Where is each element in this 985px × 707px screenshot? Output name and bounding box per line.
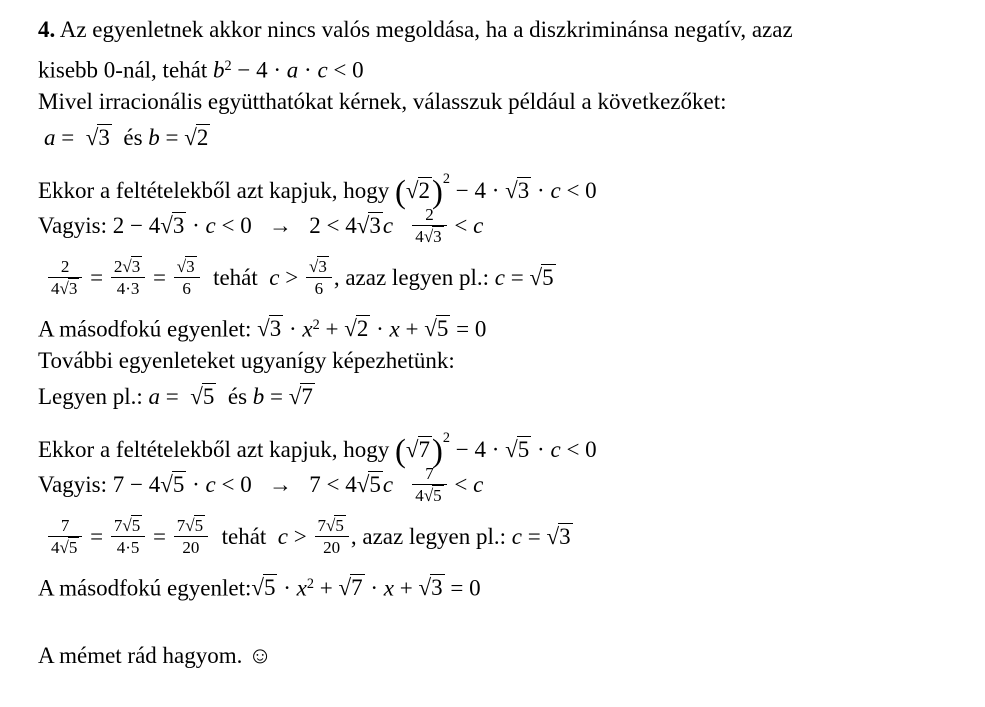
big-parenthesis: ( <box>395 433 406 470</box>
square-root-expression <box>424 227 444 246</box>
bold-text-run: 4. <box>38 17 56 42</box>
radicand: 5 <box>335 515 344 535</box>
text-run: tehát <box>201 265 270 290</box>
radical-sign-icon: √ <box>59 538 69 558</box>
radical-sign-icon: √ <box>338 575 352 601</box>
radical-sign-icon: √ <box>59 279 69 299</box>
math-variable: c <box>550 177 561 203</box>
text-run: − 4 · <box>450 436 506 462</box>
text-run: + <box>314 575 339 601</box>
radical-sign-icon: √ <box>308 256 319 276</box>
text-run: > <box>279 265 304 290</box>
square-root-expression <box>160 213 186 238</box>
text-run: 4·3 <box>116 279 140 299</box>
text-run: = <box>522 524 547 549</box>
solution-intro-line-1 <box>38 12 963 48</box>
text-run: = <box>504 265 530 290</box>
radical-sign-icon: √ <box>326 515 336 535</box>
math-variable: a <box>148 384 160 409</box>
radicand: 7 <box>301 384 313 409</box>
text-run: < 0 <box>560 436 597 462</box>
text-run: 2 <box>113 256 123 276</box>
text-run: 4 <box>51 279 60 299</box>
text-run: = <box>159 125 185 150</box>
radicand: 5 <box>369 472 381 497</box>
text-run: · <box>531 436 551 462</box>
radical-sign-icon: √ <box>405 436 419 462</box>
fraction-numerator <box>315 516 349 538</box>
math-variable: c <box>269 265 280 290</box>
fraction <box>111 257 145 299</box>
radicand: 3 <box>186 256 195 276</box>
square-root-expression <box>424 486 444 505</box>
radicand: 5 <box>172 472 185 497</box>
text-run: és <box>111 125 149 150</box>
text-run: > <box>288 524 313 549</box>
fraction-numerator <box>412 205 446 227</box>
text-run: = <box>160 384 191 409</box>
text-run: − 4 · <box>450 177 506 203</box>
radical-sign-icon: √ <box>423 486 434 506</box>
text-run: < 0 → 7 < 4 <box>215 472 357 497</box>
math-variable: c <box>382 213 394 238</box>
radicand: 3 <box>269 316 282 342</box>
text-run: < <box>448 213 474 238</box>
radical-sign-icon: √ <box>423 227 434 247</box>
text-run: , azaz legyen pl.: <box>333 265 495 290</box>
radicand: 2 <box>356 316 369 342</box>
text-run: · <box>370 316 390 342</box>
square-root-expression <box>289 384 315 409</box>
fraction-denominator <box>48 537 82 558</box>
radicand: 2 <box>196 125 209 150</box>
big-parenthesis: ) <box>432 174 443 211</box>
radicand: 5 <box>194 515 204 535</box>
radicand: 5 <box>202 384 215 409</box>
text-run: 4·5 <box>116 538 140 558</box>
radical-sign-icon: √ <box>288 384 302 409</box>
square-root-expression <box>177 257 197 276</box>
text-run: A másodfokú egyenlet: <box>38 316 258 342</box>
text-run: < <box>448 472 474 497</box>
radicand: 2 <box>418 177 431 203</box>
fraction-numerator <box>412 464 446 486</box>
radical-sign-icon: √ <box>160 213 173 238</box>
text-run: · <box>298 57 318 83</box>
fraction <box>412 464 446 506</box>
radicand: 5 <box>68 538 78 558</box>
radical-sign-icon: √ <box>122 256 132 276</box>
math-variable: c <box>277 524 289 549</box>
text-run: = <box>147 524 172 549</box>
math-variable: c <box>317 57 328 83</box>
choice-ab-line-2 <box>38 379 963 415</box>
radicand: 3 <box>431 575 443 601</box>
text-run: = <box>147 265 172 290</box>
square-root-expression <box>309 257 329 276</box>
text-run: = <box>264 384 289 409</box>
fraction-denominator <box>315 537 349 558</box>
text-run: Vagyis: 7 − 4 <box>38 472 161 497</box>
radicand: 3 <box>172 213 185 238</box>
fraction-denominator <box>306 278 332 299</box>
radicand: 3 <box>433 227 442 247</box>
text-run: 7 <box>425 463 434 483</box>
big-parenthesis: ( <box>395 174 406 211</box>
text-run: 6 <box>314 279 324 299</box>
radicand: 5 <box>263 575 276 601</box>
square-root-expression <box>326 516 346 535</box>
square-root-expression <box>357 472 383 497</box>
square-root-expression <box>505 437 531 462</box>
radicand: 5 <box>542 265 554 290</box>
text-run: kisebb 0-nál, tehát <box>38 57 214 83</box>
radicand: 7 <box>418 436 431 462</box>
fraction <box>315 516 349 558</box>
fraction-denominator <box>174 537 208 558</box>
math-variable: c <box>382 472 394 497</box>
text-run: 4 <box>415 227 424 247</box>
radical-sign-icon: √ <box>529 265 543 290</box>
square-root-expression <box>86 125 112 150</box>
fraction-numerator <box>174 257 200 279</box>
choice-ab-line-1 <box>38 120 963 156</box>
fraction-numerator <box>174 516 208 538</box>
text-run: = <box>55 125 86 150</box>
more-equations-note-line <box>38 343 963 379</box>
radical-sign-icon: √ <box>251 575 264 601</box>
inequality-line-1 <box>38 202 963 249</box>
text-run: + <box>394 575 419 601</box>
fraction <box>48 257 82 299</box>
square-root-expression <box>160 472 186 497</box>
square-root-expression <box>60 538 80 557</box>
condition-line-1 <box>38 156 963 211</box>
text-run <box>393 213 410 238</box>
condition-line-2 <box>38 415 963 470</box>
fraction-numerator <box>111 257 145 279</box>
superscript-exponent: 2 <box>312 317 320 333</box>
square-root-expression <box>406 178 432 203</box>
quadratic-equation-line-2 <box>38 566 963 602</box>
radicand: 3 <box>98 125 110 150</box>
text-run: 4 <box>51 538 60 558</box>
fraction-denominator <box>412 485 446 506</box>
fraction-denominator <box>412 226 446 247</box>
superscript-exponent: 2 <box>442 171 451 187</box>
superscript-exponent: 2 <box>442 430 451 446</box>
fraction <box>111 516 145 558</box>
radical-sign-icon: √ <box>160 472 173 497</box>
radical-sign-icon: √ <box>356 213 370 238</box>
radicand: 5 <box>433 486 442 506</box>
text-run: 4 <box>415 486 424 506</box>
text-run: Legyen pl.: <box>38 384 149 409</box>
math-variable: c <box>205 213 216 238</box>
radical-sign-icon: √ <box>122 515 132 535</box>
square-root-expression <box>338 575 364 600</box>
quadratic-equation-line-1 <box>38 307 963 343</box>
math-variable: b <box>213 57 225 83</box>
text-run: · <box>186 213 206 238</box>
text-run: Ekkor a feltételekből azt kapjuk, hogy <box>38 436 396 462</box>
text-run <box>393 472 410 497</box>
radical-sign-icon: √ <box>405 177 419 203</box>
fraction-numerator <box>306 257 332 279</box>
math-variable: c <box>511 524 523 549</box>
text-run: A mémet rád hagyom. <box>38 643 249 668</box>
text-run: · <box>277 575 297 601</box>
square-root-expression <box>547 524 573 549</box>
square-root-expression <box>529 265 555 290</box>
text-run: + <box>399 316 425 342</box>
fraction-denominator <box>111 278 145 299</box>
radicand: 3 <box>559 524 571 549</box>
text-run: 2 <box>60 256 70 276</box>
fraction <box>174 516 208 558</box>
math-variable: c <box>473 213 484 238</box>
radicand: 3 <box>369 213 381 238</box>
radical-sign-icon: √ <box>257 316 270 342</box>
text-run: = <box>84 524 109 549</box>
fraction-numerator <box>48 516 82 538</box>
math-variable: a <box>286 57 299 83</box>
square-root-expression <box>122 516 142 535</box>
square-root-expression <box>418 575 444 600</box>
math-variable: x <box>383 575 394 601</box>
superscript-exponent: 2 <box>306 576 314 592</box>
radical-sign-icon: √ <box>356 472 370 497</box>
square-root-expression <box>60 279 80 298</box>
text-run: · <box>531 177 551 203</box>
text-run: Vagyis: 2 − 4 <box>38 213 161 238</box>
radicand: 3 <box>68 279 78 299</box>
math-variable: c <box>494 265 505 290</box>
radical-sign-icon: √ <box>176 256 187 276</box>
radicand: 5 <box>131 515 141 535</box>
text-run: További egyenleteket ugyanígy képezhetünk: <box>38 348 455 373</box>
radical-sign-icon: √ <box>505 177 518 203</box>
simplification-line-1 <box>38 249 963 307</box>
text-run: < 0 → 2 < 4 <box>215 213 357 238</box>
radical-sign-icon: √ <box>505 436 518 462</box>
math-variable: x <box>296 575 307 601</box>
math-variable: c <box>205 472 216 497</box>
irrational-coefficients-note-line <box>38 84 963 120</box>
square-root-expression <box>424 316 450 341</box>
text-run: = 0 <box>444 575 481 601</box>
radical-sign-icon: √ <box>344 316 357 342</box>
fraction-numerator <box>111 516 145 538</box>
text-run: 20 <box>182 538 200 558</box>
radical-sign-icon: √ <box>546 524 560 549</box>
radical-sign-icon: √ <box>418 575 432 601</box>
math-variable: c <box>473 472 484 497</box>
simplification-line-2 <box>38 508 963 566</box>
text-run: · <box>283 316 303 342</box>
text-run: Az egyenletnek akkor nincs valós megoldása, ha a diszkriminánsa negatív, azaz <box>55 17 793 42</box>
text-run: · <box>186 472 206 497</box>
text-run: tehát <box>210 524 278 549</box>
fraction-numerator <box>48 257 82 279</box>
radicand: 3 <box>131 256 141 276</box>
fraction-denominator <box>111 537 145 558</box>
square-root-expression <box>251 575 277 600</box>
inequality-line-2 <box>38 461 963 508</box>
square-root-expression <box>505 178 531 203</box>
text-run: < 0 <box>327 57 364 83</box>
text-run: 7 <box>176 515 186 535</box>
square-root-expression <box>185 516 205 535</box>
text-run: = <box>84 265 109 290</box>
radical-sign-icon: √ <box>424 316 437 342</box>
fraction <box>48 516 82 558</box>
text-run: 2 <box>425 204 434 224</box>
fraction <box>412 205 446 247</box>
radicand: 5 <box>436 316 449 342</box>
text-run: 7 <box>113 515 123 535</box>
text-run: 7 <box>60 515 70 535</box>
math-variable: x <box>302 316 313 342</box>
fraction <box>174 257 200 299</box>
radical-sign-icon: √ <box>185 515 195 535</box>
text-run: = 0 <box>450 316 487 342</box>
radical-sign-icon: √ <box>190 384 203 409</box>
math-variable: a <box>44 125 56 150</box>
text-run: és <box>216 384 253 409</box>
square-root-expression <box>357 213 383 238</box>
superscript-exponent: 2 <box>224 58 232 74</box>
math-variable: b <box>252 384 265 409</box>
text-run: 20 <box>323 538 341 558</box>
square-root-expression <box>257 316 283 341</box>
radicand: 3 <box>318 256 327 276</box>
math-variable: b <box>148 125 160 150</box>
math-variable: x <box>389 316 400 342</box>
radical-sign-icon: √ <box>85 125 99 150</box>
text-run: 7 <box>317 515 327 535</box>
smiley-icon: ☺ <box>248 643 273 669</box>
text-run: Mivel irracionális együtthatókat kérnek, válasszuk például a következőket: <box>38 89 727 114</box>
text-run: A másodfokú egyenlet: <box>38 575 252 601</box>
text-run: < 0 <box>560 177 597 203</box>
text-run: , azaz legyen pl.: <box>350 524 512 549</box>
square-root-expression <box>406 437 432 462</box>
text-run: · <box>364 575 384 601</box>
fraction-denominator <box>48 278 82 299</box>
square-root-expression <box>344 316 370 341</box>
fraction-denominator <box>174 278 200 299</box>
closing-remark-line <box>38 638 963 674</box>
math-variable: c <box>550 436 561 462</box>
radical-sign-icon: √ <box>184 125 197 150</box>
spacer-line <box>38 602 963 638</box>
fraction <box>306 257 332 299</box>
radicand: 3 <box>517 177 530 203</box>
text-run: 6 <box>182 279 191 299</box>
square-root-expression <box>122 257 142 276</box>
square-root-expression <box>190 384 216 409</box>
square-root-expression <box>184 125 210 150</box>
text-run: + <box>319 316 345 342</box>
radicand: 5 <box>517 436 530 462</box>
big-parenthesis: ) <box>432 433 443 470</box>
text-run: Ekkor a feltételekből azt kapjuk, hogy <box>38 177 396 203</box>
radicand: 7 <box>351 575 363 601</box>
text-run: − 4 · <box>231 57 287 83</box>
solution-intro-line-2 <box>38 48 963 84</box>
